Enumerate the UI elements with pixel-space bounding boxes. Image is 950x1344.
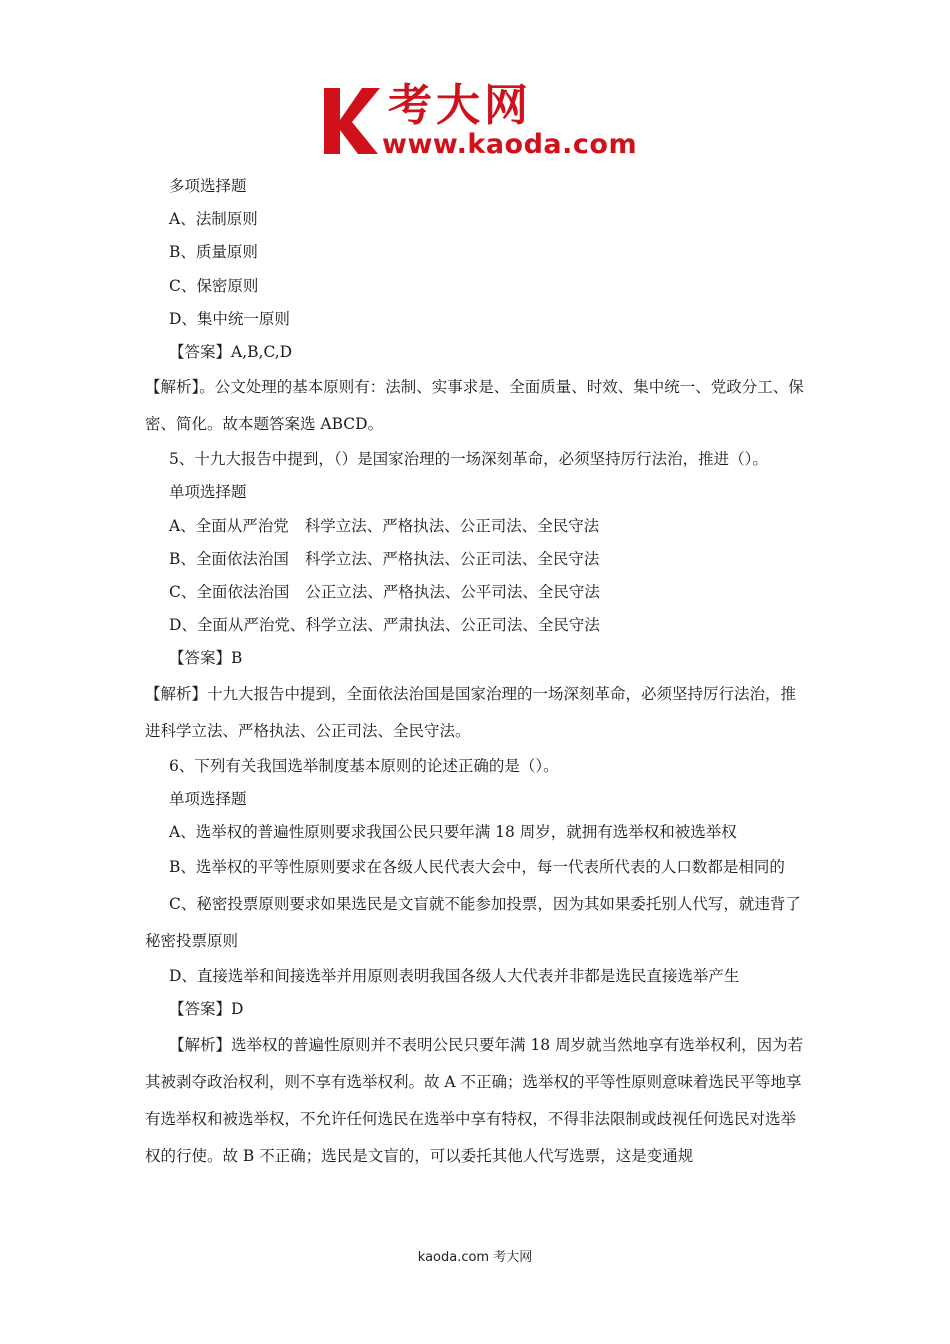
q4-answer: 【答案】A,B,C,D xyxy=(169,343,293,362)
q4-analysis-text: 。公文处理的基本原则有：法制、实事求是、全面质量、时效、集中统一、党政分工、保密、简化。故本题答案选 ABCD。 xyxy=(145,378,804,434)
page-footer: kaoda.com 考大网 xyxy=(417,1250,533,1265)
q6-analysis xyxy=(145,1027,810,1175)
q6-analysis-label: 【解析】 xyxy=(169,1035,232,1054)
q5-option-a: A、全面从严治党 科学立法、严格执法、公正司法、全民守法 xyxy=(169,516,600,535)
q4-option-d: D、集中统一原则 xyxy=(169,309,290,328)
q6-analysis-text: 选举权的普遍性原则并不表明公民只要年满 18 周岁就当然地享有选举权利，因为若其被剥夺政治权利，则不享有选举权利。故 A 不正确；选举权的平等性原则意味着选民平等地享有选举权和被选举权，不允许任何选民在选举中享有特权，不得非法限制或歧视任何选民对选举权的行使。故 B 不正确；选民是文盲的，可以委托其他人代写选票，这是变通规 xyxy=(145,1035,804,1165)
q6-type: 单项选择题 xyxy=(169,789,247,808)
q4-type: 多项选择题 xyxy=(169,177,247,195)
q6-question: 6、下列有关我国选举制度基本原则的论述正确的是（）。 xyxy=(169,756,559,775)
q6-option-c: C、秘密投票原则要求如果选民是文盲就不能参加投票，因为其如果委托别人代写，就违背了秘密投票原则 xyxy=(145,895,801,951)
q5-question: 5、十九大报告中提到，（）是国家治理的一场深刻革命，必须坚持厉行法治，推进（）。 xyxy=(169,450,768,469)
q6-answer: 【答案】D xyxy=(169,1000,244,1019)
q5-option-d: D、全面从严治党、科学立法、严肃执法、公正司法、全民守法 xyxy=(169,616,600,635)
q5-option-b: B、全面依法治国 科学立法、严格执法、公正司法、全民守法 xyxy=(169,549,600,568)
q6-option-b: B、选举权的平等性原则要求在各级人民代表大会中，每一代表所代表的人口数都是相同的 xyxy=(169,858,785,877)
q5-analysis-text: 十九大报告中提到，全面依法治国是国家治理的一场深刻革命，必须坚持厉行法治，推进科学立法、严格执法、公正司法、全民守法。 xyxy=(145,684,797,740)
q4-option-c: C、保密原则 xyxy=(169,276,259,295)
logo-url-text: www.kaoda.com xyxy=(382,129,638,160)
k-logo-icon xyxy=(318,84,382,158)
q4-analysis-label: 【解析】 xyxy=(145,378,200,397)
q6-option-d: D、直接选举和间接选举并用原则表明我国各级人大代表并非都是选民直接选举产生 xyxy=(169,967,740,986)
q4-option-a: A、法制原则 xyxy=(169,210,258,229)
q5-analysis-label: 【解析】 xyxy=(145,684,208,703)
document-body xyxy=(145,170,810,1175)
q5-answer: 【答案】B xyxy=(169,649,243,668)
logo-brand-text: 考大网 xyxy=(388,80,532,131)
q5-option-c: C、全面依法治国 公正立法、严格执法、公平司法、全民守法 xyxy=(169,583,600,602)
q4-option-b: B、质量原则 xyxy=(169,243,258,262)
kaoda-logo xyxy=(318,80,638,162)
q4-analysis xyxy=(145,369,810,443)
q6-option-a: A、选举权的普遍性原则要求我国公民只要年满 18 周岁，就拥有选举权和被选举权 xyxy=(169,823,737,842)
q5-analysis xyxy=(145,676,810,750)
q5-type: 单项选择题 xyxy=(169,483,247,502)
